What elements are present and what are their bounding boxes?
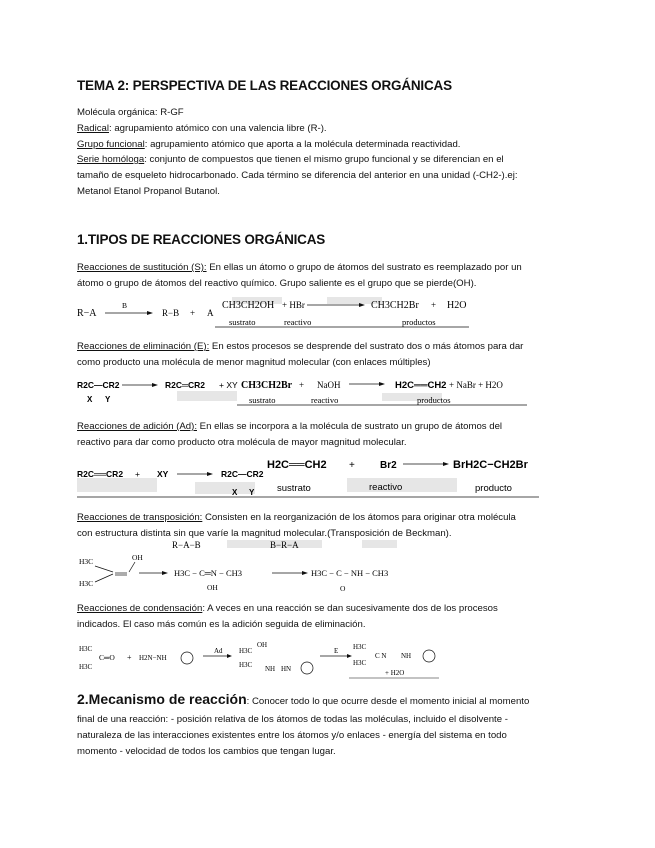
watermark <box>195 482 255 494</box>
sust-f2: + HBr <box>282 300 305 310</box>
cond-h3c4: H3C <box>239 661 253 669</box>
benzene-ring <box>423 650 435 662</box>
sust-leaving: A <box>207 308 214 318</box>
elim-x: X <box>87 395 93 404</box>
sustitucion-text-1: En ellas un átomo o grupo de átomos del sustrato es reemplazado por un <box>206 262 522 273</box>
sust-arrow-label: B <box>122 301 128 310</box>
adicion-scheme <box>77 454 547 500</box>
cond-reag: H2N−NH <box>139 654 167 662</box>
sust-right: R−B <box>162 308 180 318</box>
condensacion-scheme <box>77 637 447 681</box>
elim-f2: R2C═CR2 <box>165 380 206 390</box>
cond-oh: OH <box>257 641 268 649</box>
sust-left: R−A <box>77 308 97 319</box>
sust-f1: CH3CH2OH <box>222 300 275 311</box>
radical-text: : agrupamiento atómico con una valencia libre (R-). <box>109 123 327 134</box>
transposicion-text-2: con estructura distinta sin que varíe la magnitud molecular.(Transposición de Beckman). <box>77 528 452 539</box>
elim-l3: productos <box>417 395 451 405</box>
sust-l2: reactivo <box>284 317 312 327</box>
section2-para <box>77 691 597 711</box>
benzene-ring <box>301 662 313 674</box>
adic-arrowhead <box>207 472 213 476</box>
elim-y: Y <box>105 395 111 404</box>
section2-text-1: : Conocer todo lo que ocurre desde el momento inicial al momento <box>246 696 530 707</box>
adic-f1: R2C══CR2 <box>77 469 124 479</box>
trans-mid: H3C − C═N − CH3 <box>174 568 243 578</box>
cond-nh2: NH <box>401 652 412 660</box>
transposicion-para <box>77 510 577 526</box>
intro-radical <box>77 121 577 137</box>
section2-text-4: momento - velocidad de todos los cambios que tengan lugar. <box>77 746 336 757</box>
sustitucion-para <box>77 260 577 276</box>
elim-f7: H2C══CH2 <box>395 380 447 391</box>
watermark <box>362 540 397 548</box>
elim-f1: R2C—CR2 <box>77 380 120 390</box>
cond-h3c6: H3C <box>353 659 367 667</box>
elim-f4: CH3CH2Br <box>241 380 293 391</box>
trans-o: O <box>340 584 346 592</box>
adic-f3: XY <box>157 469 169 479</box>
intro-grupo <box>77 137 577 153</box>
grupo-text: : agrupamiento atómico que aporta a la molécula determinada reactividad. <box>144 139 461 150</box>
condensacion-term: Reacciones de condensación <box>77 603 203 614</box>
transposicion-text-1: Consisten en la reorganización de los átomos para originar otra molécula <box>202 512 516 523</box>
adicion-term: Reacciones de adición (Ad): <box>77 421 197 432</box>
trans-arrowhead-2 <box>302 571 308 575</box>
cond-nh: NH <box>265 665 276 673</box>
section2-title: 2.Mecanismo de reacción <box>77 691 247 707</box>
eliminacion-para <box>77 339 577 355</box>
grupo-term: Grupo funcional <box>77 139 145 150</box>
trans-h3c2: H3C <box>79 579 94 588</box>
elim-f5: + <box>299 380 305 390</box>
elim-arrowhead <box>152 383 158 387</box>
elim-f6: NaOH <box>317 380 341 390</box>
cond-cn: C N <box>375 652 387 660</box>
eliminacion-scheme <box>77 373 537 407</box>
trans-right: H3C − C − NH − CH3 <box>311 568 389 578</box>
cond-arrowhead-2 <box>347 654 352 658</box>
cond-h2o: + H2O <box>385 669 405 677</box>
sust-l3: productos <box>402 317 436 327</box>
watermark <box>77 478 157 492</box>
adic-l3: producto <box>475 483 512 494</box>
transposicion-scheme <box>77 540 407 592</box>
trans-oh: OH <box>132 553 143 562</box>
eliminacion-text-2: como producto una molécula de menor magnitud molecular (con enlaces múltiples) <box>77 357 431 368</box>
adic-f4: R2C—CR2 <box>221 469 264 479</box>
adic-arrowhead-2 <box>443 462 449 466</box>
adic-f5: H2C══CH2 <box>267 459 327 471</box>
trans-bond <box>129 562 135 572</box>
cond-h3c1: H3C <box>79 645 93 653</box>
sust-l1: sustrato <box>229 317 256 327</box>
cond-plus: + <box>127 653 132 662</box>
elim-f8: + NaBr + H2O <box>449 380 503 390</box>
sustitucion-term: Reacciones de sustitución (S): <box>77 262 207 273</box>
condensacion-para <box>77 601 577 617</box>
adicion-text-1: En ellas se incorpora a la molécula de sustrato un grupo de átomos del <box>197 421 503 432</box>
eliminacion-text-1: En estos procesos se desprende del sustrato dos o más átomos para dar <box>209 341 524 352</box>
sustitucion-scheme <box>77 294 477 330</box>
adic-x: X <box>232 488 238 497</box>
serie-term: Serie homóloga <box>77 154 145 165</box>
serie-text-2: tamaño de esqueleto hidrocarbonado. Cada término se diferencia del anterior en una unidad (-CH2-).ej: <box>77 170 518 181</box>
cond-co: C═O <box>99 653 115 662</box>
sustitucion-text-2: átomo o grupo de átomos del reactivo químico. Grupo saliente es el grupo que se pierde(OH). <box>77 278 477 289</box>
serie-text-1: : conjunto de compuestos que tienen el mismo grupo funcional y se diferencian en el <box>144 154 504 165</box>
adicion-text-2: reactivo para dar como producto otra molécula de mayor magnitud molecular. <box>77 437 407 448</box>
trans-bond <box>95 574 113 582</box>
adic-l1: sustrato <box>277 483 311 494</box>
section2-text-3: naturaleza de las interacciones existentes entre los átomos y/o enlaces - energía del sistema en todo <box>77 730 507 741</box>
elim-f3: + XY <box>219 380 238 390</box>
serie-text-3: Metanol Etanol Propanol Butanol. <box>77 186 220 197</box>
adic-y: Y <box>249 488 255 497</box>
cond-hn: HN <box>281 665 292 673</box>
adic-f8: BrH2C−CH2Br <box>453 459 528 471</box>
trans-top: R−A−B <box>172 540 201 550</box>
intro-molecula: Molécula orgánica: R-GF <box>77 107 184 118</box>
sust-f5: H2O <box>447 300 467 311</box>
trans-oh2: OH <box>207 583 218 592</box>
section1-title: 1.TIPOS DE REACCIONES ORGÁNICAS <box>77 232 326 247</box>
adicion-para <box>77 419 577 435</box>
cond-e: E <box>334 647 339 655</box>
watermark <box>177 391 237 401</box>
cond-h3c3: H3C <box>239 647 253 655</box>
eliminacion-term: Reacciones de eliminación (E): <box>77 341 210 352</box>
sust-f4: + <box>431 300 437 310</box>
benzene-ring <box>181 652 193 664</box>
cond-h3c2: H3C <box>79 663 93 671</box>
elim-arrowhead-2 <box>379 382 385 386</box>
condensacion-text-1: : A veces en una reacción se dan sucesivamente dos de los procesos <box>202 603 498 614</box>
trans-top2: B−R−A <box>270 540 299 550</box>
elim-l2: reactivo <box>311 395 339 405</box>
cond-arrowhead <box>227 654 232 658</box>
sust-f3: CH3CH2Br <box>371 300 419 311</box>
intro-serie <box>77 152 577 168</box>
trans-arrowhead <box>162 571 168 575</box>
elim-l1: sustrato <box>249 395 276 405</box>
trans-bond <box>95 566 113 572</box>
condensacion-text-2: indicados. El caso más común es la adición seguida de eliminación. <box>77 619 366 630</box>
sust-plus: + <box>190 308 196 318</box>
section2-text-2: final de una reacción: - posición relativa de los átomos de todas las moléculas, incluido el disolvente - <box>77 714 508 725</box>
sust-arrowhead <box>147 311 153 315</box>
transposicion-term: Reacciones de transposición: <box>77 512 203 523</box>
trans-h3c1: H3C <box>79 557 94 566</box>
adic-f7: Br2 <box>380 460 397 471</box>
adic-l2: reactivo <box>369 482 403 493</box>
adic-f2: + <box>135 469 140 479</box>
adic-f6: + <box>349 460 355 471</box>
cond-h3c5: H3C <box>353 643 367 651</box>
page-title: TEMA 2: PERSPECTIVA DE LAS REACCIONES ORGÁNICAS <box>77 78 452 93</box>
cond-ad: Ad <box>214 647 223 655</box>
radical-term: Radical <box>77 123 109 134</box>
